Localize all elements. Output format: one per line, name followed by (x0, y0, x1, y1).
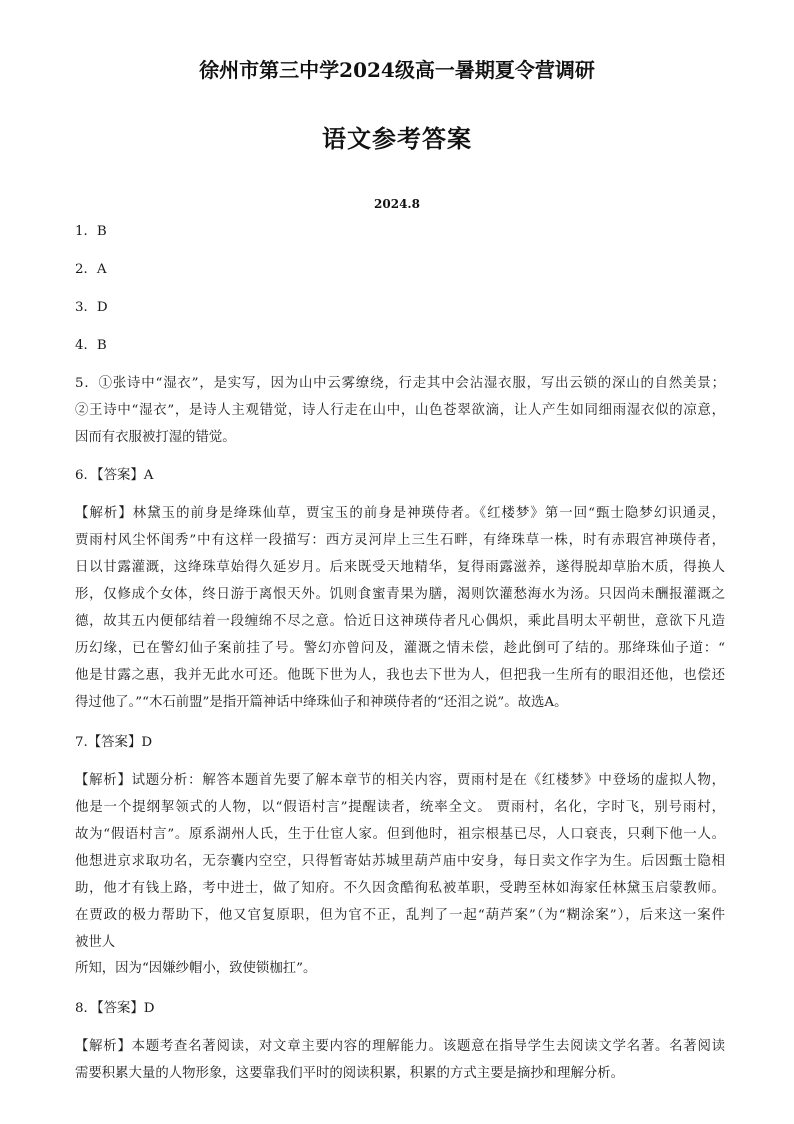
analysis-line: 【解析】本题考查名著阅读，对文章主要内容的理解能力。该题意在指导学生去阅读文学名著。名著阅读 (75, 1039, 725, 1054)
answer-heading: 8．【答案】D (75, 1001, 155, 1016)
answer-line: 2．A (75, 262, 107, 277)
analysis-line: 所知，因为“因嫌纱帽小，致使锁枷扛”。 (75, 961, 317, 976)
answer-line: ②王诗中“湿衣”，是诗人主观错觉，诗人行走在山中，山色苍翠欲滴，让人产生如同细雨湿衣似的凉意， (75, 403, 725, 418)
answer-heading: 7.【答案】D (75, 735, 153, 750)
analysis-line: 得过他了。”“木石前盟”是指开篇神话中绛珠仙子和神瑛侍者的“还泪之说”。故选A。 (75, 695, 568, 710)
answer-line: 5．①张诗中“湿衣”，是实写，因为山中云雾缭绕，行走其中会沾湿衣服，写出云锁的深山的自然美景； (75, 376, 725, 391)
analysis-line: 他想进京求取功名，无奈囊内空空，只得暂寄姑苏城里葫芦庙中安身，每日卖文作字为生。后因甄士隐相 (75, 854, 725, 869)
analysis-line: 形，仅修成个女体，终日游于离恨天外。饥则食蜜青果为膳，渴则饮灌愁海水为汤。只因尚未酬报灌溉之 (75, 587, 725, 602)
document-date: 2024.8 (374, 197, 420, 211)
answer-line: 因而有衣服被打湿的错觉。 (75, 430, 236, 445)
analysis-line: 他是甘露之惠，我并无此水可还。他既下世为人，我也去下世为人，但把我一生所有的眼泪还他，也偿还 (75, 668, 725, 683)
analysis-line: 他是一个提纲挈领式的人物，以“假语村言”提醒读者，统率全文。 贾雨村，名化，字时飞，别号雨村， (75, 800, 725, 815)
analysis-line: 【解析】林黛玉的前身是绛珠仙草，贾宝玉的前身是神瑛侍者。《红楼梦》第一回“甄士隐梦幻识通灵， (75, 506, 725, 521)
document-title: 徐州市第三中学2024级高一暑期夏令营调研 (199, 58, 595, 82)
answer-line: 1．B (75, 224, 107, 239)
analysis-line: 贾雨村风尘怀闺秀”中有这样一段描写：西方灵河岸上三生石畔，有绛珠草一株，时有赤瑕宫神瑛侍者， (75, 533, 725, 548)
document-subtitle: 语文参考答案 (322, 124, 472, 153)
analysis-line: 德，故其五内便郁结着一段缠绵不尽之意。恰近日这神瑛侍者凡心偶炽，乘此昌明太平朝世，意欲下凡造 (75, 614, 725, 629)
analysis-line: 历幻缘，已在警幻仙子案前挂了号。警幻亦曾问及，灌溉之情未偿，趁此倒可了结的。那绛珠仙子道：“ (75, 641, 725, 656)
analysis-line: 被世人 (75, 935, 116, 950)
analysis-line: 【解析】试题分析：解答本题首先要了解本章节的相关内容，贾雨村是在《红楼梦》中登场的虚拟人物， (75, 773, 725, 788)
analysis-line: 故为“假语村言”。原系湖州人氏，生于仕宦人家。但到他时，祖宗根基已尽，人口衰丧，只剩下他一人。 (75, 827, 725, 842)
answer-line: 3．D (75, 300, 108, 315)
answer-heading: 6．【答案】A (75, 468, 154, 483)
answer-line: 4．B (75, 338, 107, 353)
analysis-line: 助，他才有钱上路，考中进士，做了知府。不久因贪酷徇私被革职，受聘至林如海家任林黛玉启蒙教师。 (75, 881, 725, 896)
analysis-line: 需要积累大量的人物形象，这要靠我们平时的阅读积累，积累的方式主要是摘抄和理解分析。 (75, 1066, 625, 1081)
analysis-line: 日以甘露灌溉，这绛珠草始得久延岁月。后来既受天地精华，复得雨露滋养，遂得脱却草胎木质，得换人 (75, 560, 725, 575)
analysis-line: 在贾政的极力帮助下，他又官复原职，但为官不正，乱判了一起“葫芦案”（为“糊涂案”），后来这一案件 (75, 908, 725, 923)
